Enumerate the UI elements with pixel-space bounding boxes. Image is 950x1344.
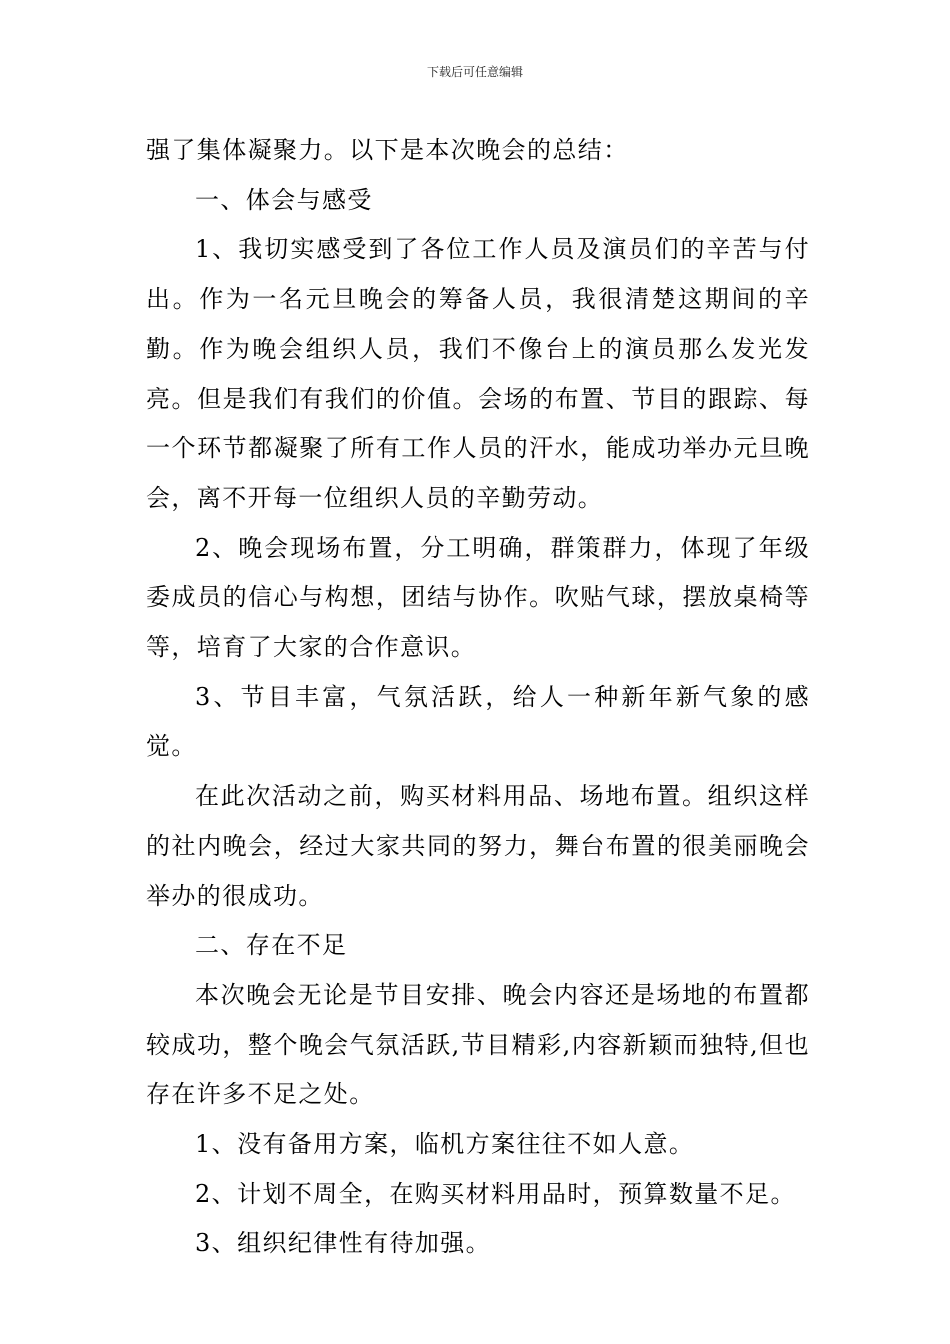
paragraph: 3、节目丰富，气氛活跃，给人一种新年新气象的感觉。 <box>146 682 810 761</box>
list-item: 3、组织纪律性有待加强。 <box>195 1229 492 1258</box>
list-item: 2、计划不周全，在购买材料用品时，预算数量不足。 <box>195 1179 796 1208</box>
document-body <box>146 126 810 1269</box>
paragraph: 本次晚会无论是节目安排、晚会内容还是场地的布置都较成功，整个晚会气氛活跃,节目精彩,内容新颖而独特,但也存在许多不足之处。 <box>146 980 810 1109</box>
list-item: 1、没有备用方案，临机方案往往不如人意。 <box>195 1130 695 1159</box>
paragraph: 在此次活动之前，购买材料用品、场地布置。组织这样的社内晚会，经过大家共同的努力，舞台布置的很美丽晚会举办的很成功。 <box>146 782 810 910</box>
paragraph: 1、我切实感受到了各位工作人员及演员们的辛苦与付出。作为一名元旦晚会的筹备人员，我很清楚这期间的辛勤。作为晚会组织人员，我们不像台上的演员那么发光发亮。但是我们有我们的价值。会场的布置、节目的跟踪、每一个环节都凝聚了所有工作人员的汗水，能成功举办元旦晚会，离不开每一位组织人员的辛勤劳动。 <box>146 235 810 512</box>
section-heading-2: 二、存在不足 <box>195 931 348 960</box>
page-header: 下载后可任意编辑 <box>426 65 523 79</box>
section-heading-1: 一、体会与感受 <box>195 185 373 214</box>
paragraph: 2、晚会现场布置，分工明确，群策群力，体现了年级委成员的信心与构想，团结与协作。吹贴气球，摆放桌椅等等，培育了大家的合作意识。 <box>146 533 810 662</box>
paragraph-continuation: 强了集体凝聚力。以下是本次晚会的总结： <box>146 136 629 164</box>
